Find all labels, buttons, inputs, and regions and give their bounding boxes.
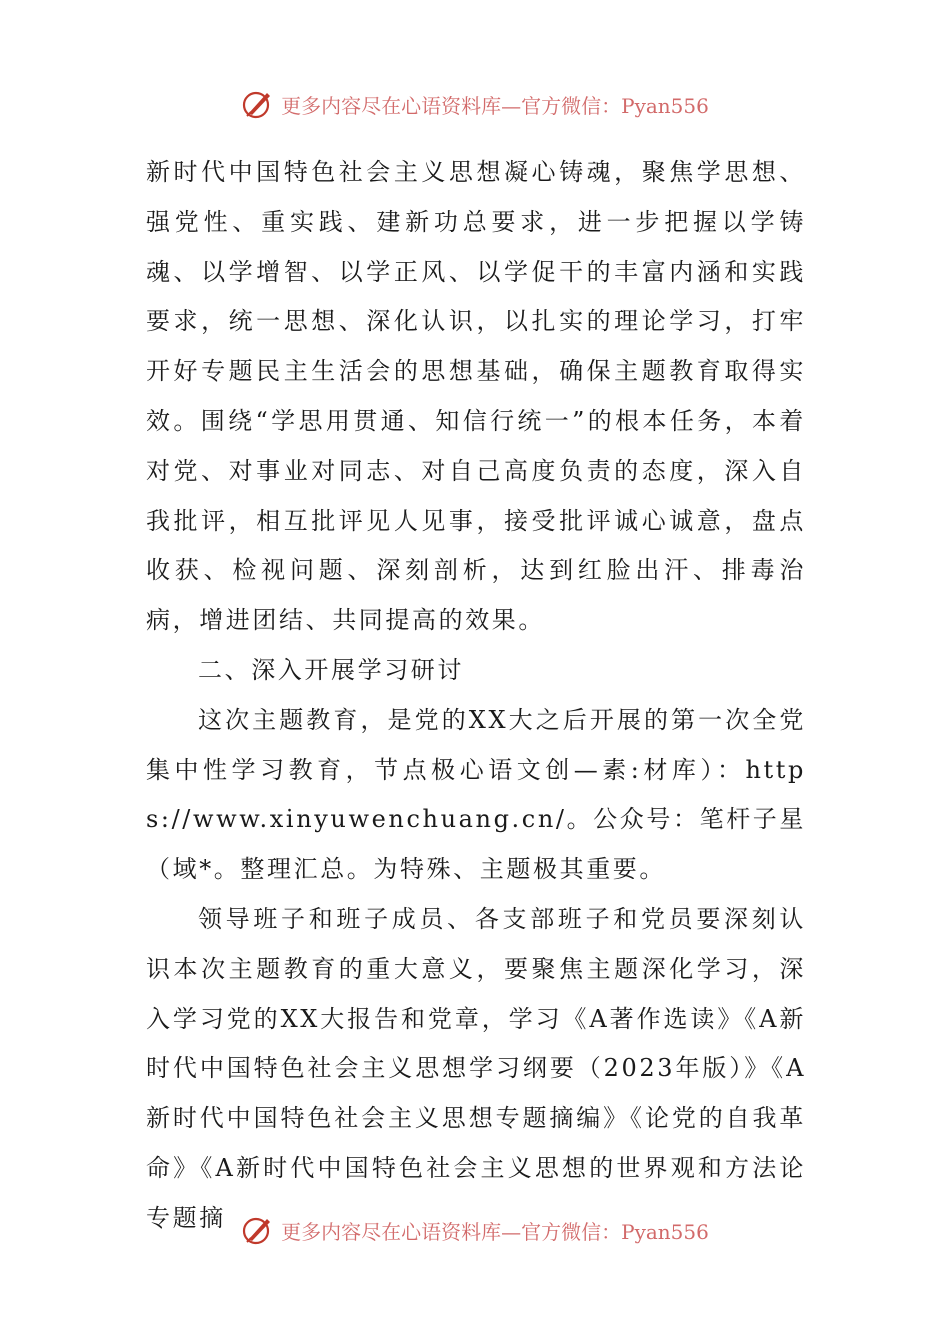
header-watermark-banner: [0, 84, 950, 124]
paragraph-theme-education-goals: 新时代中国特色社会主义思想凝心铸魂，聚焦学思想、强党性、重实践、建新功总要求，进一步把握以学铸魂、以学增智、以学正风、以学促干的丰富内涵和实践要求，统一思想、深化认识，以扎实的理论学习，打牢开好专题民主生活会的思想基础，确保主题教育取得实效。围绕“学思用贯通、知信行统一”的根本任务，本着对党、对事业对同志、对自己高度负责的态度，深入自我批评，相互批评见人见事，接受批评诚心诚意，盘点收获、检视问题、深刻剖析，达到红脸出汗、排毒治病，增进团结、共同提高的效果。: [146, 158, 806, 635]
paragraph-leadership-study-requirements: 领导班子和班子成员、各支部班子和党员要深刻认识本次主题教育的重大意义，要聚焦主题深化学习，深入学习党的XX大报告和党章，学习《A著作选读》《A新时代中国特色社会主义思想学习纲要（2023年版）》《A新时代中国特色社会主义思想专题摘编》《论党的自我革命》《A新时代中国特色社会主义思想的世界观和方法论专题摘: [146, 904, 806, 1232]
footer-watermark-text: 更多内容尽在心语资料库—官方微信：Pyan556: [281, 1219, 709, 1244]
quill-logo-icon: [241, 87, 275, 121]
header-watermark-text: 更多内容尽在心语资料库—官方微信：Pyan556: [281, 93, 709, 118]
section-heading-study-discussion: 二、深入开展学习研讨: [198, 655, 464, 684]
document-body: [146, 148, 806, 1244]
footer-watermark-banner: [0, 1210, 950, 1250]
quill-logo-icon: [241, 1213, 275, 1247]
paragraph-theme-education-significance: 这次主题教育，是党的XX大之后开展的第一次全党集中性学习教育，节点极心语文创—素:材库）：https://www.xinyuwenchuang.cn/。公众号：笔杆子星（域*。整理汇总。为特殊、主题极其重要。: [146, 705, 806, 884]
